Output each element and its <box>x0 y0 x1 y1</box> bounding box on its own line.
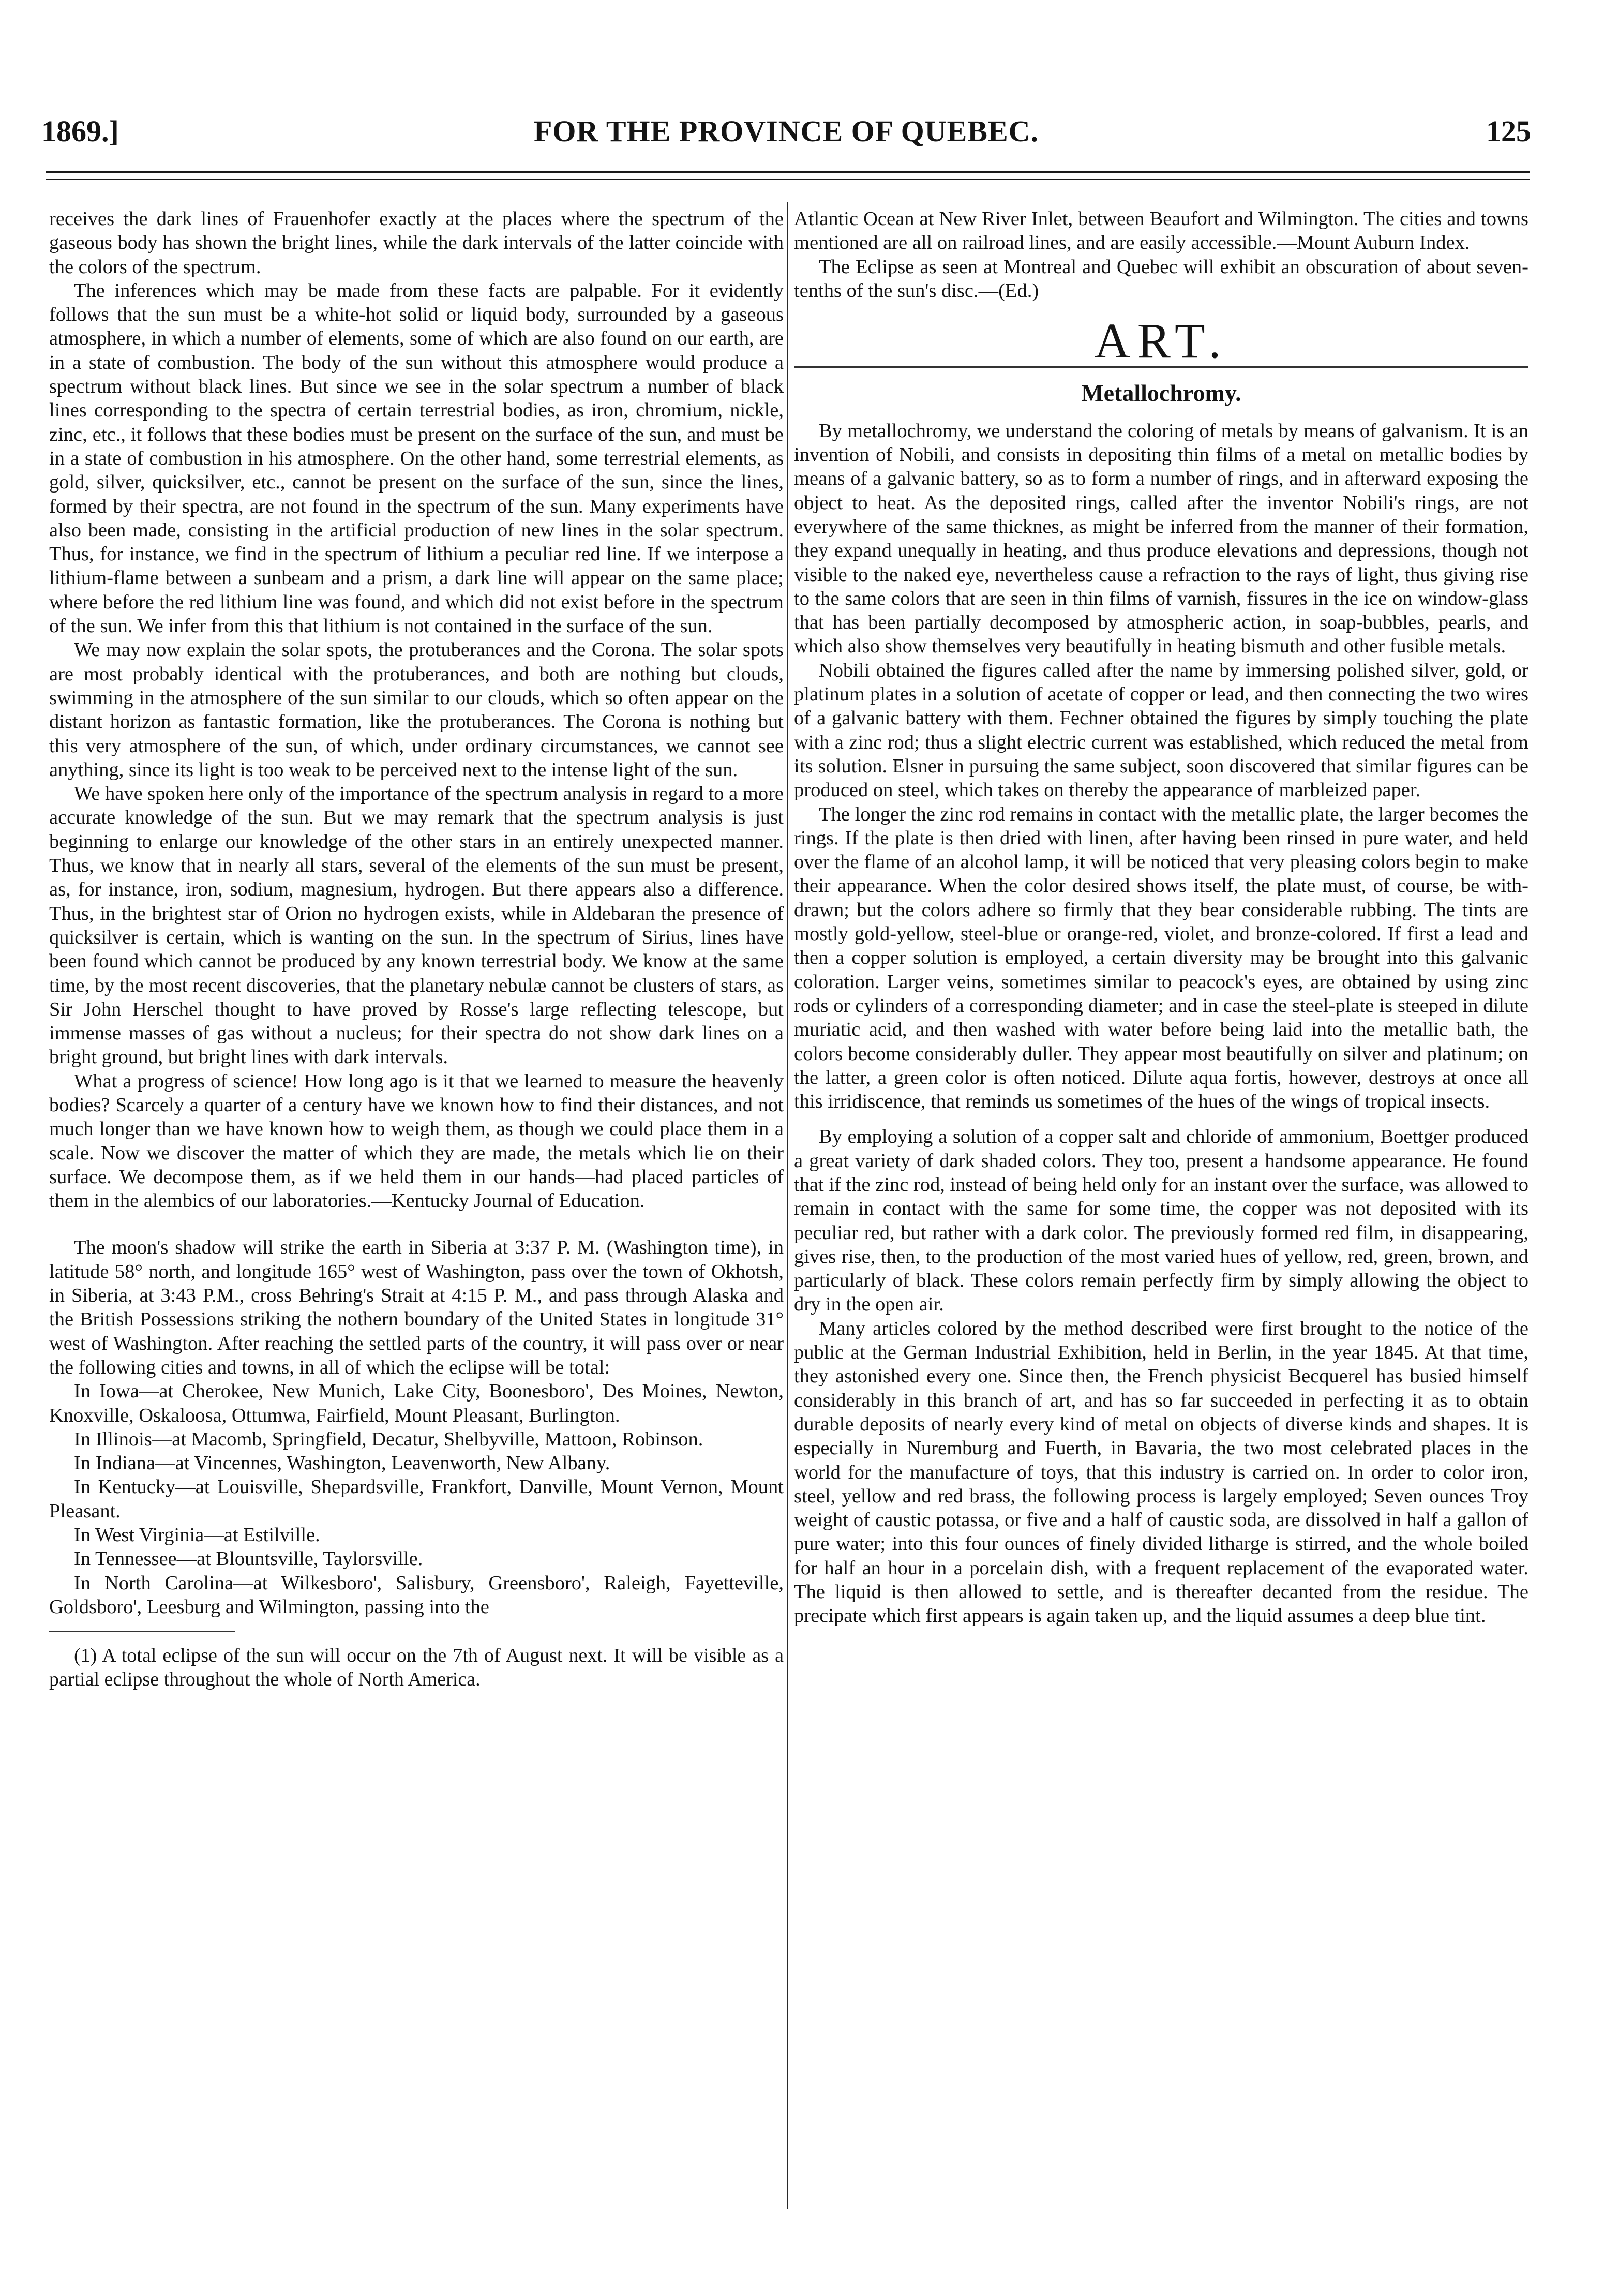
column-divider <box>787 202 788 2209</box>
footnote: (1) A total eclipse of the sun will occur on the 7th of August next. It will be visible as a partial eclipse throughout the whole of North America. <box>49 1645 784 1691</box>
right-column <box>794 207 1528 1628</box>
eclipse-list-item: In Indiana—at Vincennes, Washington, Leavenworth, New Albany. <box>74 1452 610 1474</box>
section-title: ART. <box>1094 313 1228 369</box>
paragraph: By metallochromy, we understand the coloring of metals by means of galvanism. It is an invention of Nobili, and consists in depositing thin films of a metal on metallic bodies by means of a galvanic battery, so as to form a number of rings, and in afterward exposing the object to heat. As the deposited rings, called after the inventor Nobili's rings, are not everywhere of the same thicknes, as might be inferred from the manner of their formation, they expand unequally in heating, and thus produce elevations and depressions, though not visible to the naked eye, nevertheless cause a refraction to the rays of light, thus giving rise to the same colors that are seen in thin films of varnish, fissures in the ice on window-glass that has been partially decomposed by atmospheric action, in soap-bubbles, pearls, and which also show themselves very beautifully in heating bismuth and other fusible metals. <box>794 420 1528 658</box>
eclipse-list-item: In Iowa—at Cherokee, New Munich, Lake City, Boonesboro', Des Moines, Newton, Knoxville, Oskaloosa, Ottumwa, Fairfield, Mount Pleasant, Burlington. <box>49 1380 784 1426</box>
left-column <box>49 207 784 1691</box>
paragraph: The inferences which may be made from these facts are palpable. For it evidently follows that the sun must be a white-hot solid or liquid body, surrounded by a gaseous atmosphere, in which a number of elements, some of which are also found on our earth, are in a state of combustion. The body of the sun without this atmosphere would produce a spectrum without black lines. But since we see in the solar spectrum a number of black lines corresponding to the spectra of certain terrestrial bodies, as iron, chromium, nickle, zinc, etc., it follows that these bodies must be present on the surface of the sun, and must be in a state of combustion in his atmosphere. On the other hand, some terrestrial elements, as gold, silver, quicksilver, etc., cannot be present on the surface of the sun, since the lines, formed by their spectra, are not found in the spectrum of the sun. Many experiments have also been made, consisting in the artificial production of new lines in the solar spectrum. Thus, for instance, we find in the spectrum of lithium a peculiar red line. If we interpose a lithium-flame between a sunbeam and a prism, a dark line will appear on the same place; where before the red lithium line was found, and which did not exist before in the spectrum of the sun. We infer from this that lithium is not contained in the surface of the sun. <box>49 279 784 637</box>
eclipse-list-item: In Kentucky—at Louisville, Shepardsville, Frankfort, Danville, Mount Vernon, Mount Pleasant. <box>49 1476 784 1522</box>
header-year: 1869.] <box>41 114 119 148</box>
footnote-rule <box>49 1631 235 1632</box>
paragraph: Many articles colored by the method described were first brought to the notice of the public at the German Industrial Exhibition, held in Berlin, in the year 1845. At that time, they astonished every one. Since then, the French physicist Becquerel has busied himself considerably in this branch of art, and has so far succeeded in perfecting it as to obtain durable deposits of nearly every kind of metal on objects of diverse kinds and shapes. It is especially in Nuremburg and Fuerth, in Bavaria, the two most celebrated places in the world for the manufacture of toys, that this industry is carried on. In order to color iron, steel, yellow and red brass, the following process is largely employed; Seven ounces Troy weight of caustic potassa, or five and a half of caustic soda, are dissolved in half a gallon of pure water; into this four ounces of finely divided litharge is stirred, and the whole boiled for half an hour in a porcelain dish, with a frequent replacement of the evaporated water. The liquid is then allowed to settle, and is thereafter decanted from the residue. The precipate which first appears is again taken up, and the liquid assumes a deep blue tint. <box>794 1317 1528 1627</box>
spacer <box>49 1213 784 1235</box>
paragraph: receives the dark lines of Frauenhofer exactly at the places where the spectrum of the gaseous body has shown the bright lines, while the dark intervals of the latter coincide with the colors of the spectrum. <box>49 208 784 278</box>
eclipse-list-item: In North Carolina—at Wilkesboro', Salisbury, Greensboro', Raleigh, Fayetteville, Goldsboro', Leesburg and Wilmington, passing into the <box>49 1572 784 1618</box>
eclipse-list-item: In West Virginia—at Estilville. <box>74 1524 320 1546</box>
paragraph: The Eclipse as seen at Montreal and Quebec will exhibit an obscuration of about seven-tenths of the sun's disc.—(Ed.) <box>794 256 1528 302</box>
header-title: FOR THE PROVINCE OF QUEBEC. <box>533 114 1039 148</box>
paragraph: The longer the zinc rod remains in contact with the metallic plate, the larger becomes the rings. If the plate is then dried with linen, after having been rinsed in pure water, and held over the flame of an alcohol lamp, it will be noticed that very pleasing colors begin to make their appearance. When the color desired shows itself, the plate must, of course, be with-drawn; but the colors adhere so firmly that they bear considerable rubbing. The tints are mostly gold-yellow, steel-blue or orange-red, violet, and bronze-colored. If first a lead and then a copper solution is employed, a certain diversity may be brought into this galvanic coloration. Larger veins, sometimes similar to peacock's eyes, are obtained by using zinc rods or cylinders of a corresponding diameter; and in case the steel-plate is steeped in dilute muriatic acid, and then washed with water before being laid into the metallic bath, the colors become considerably duller. They appear most beautifully on silver and platinum; on the latter, a green color is often noticed. Dilute aqua fortis, however, destroys at once all this irridiscence, that reminds us sometimes of the hues of the wings of tropical insects. <box>794 803 1528 1113</box>
eclipse-list-item: In Tennessee—at Blountsville, Taylorsville. <box>74 1548 423 1570</box>
header-rule-thin <box>46 179 1530 180</box>
spacer <box>794 1113 1528 1125</box>
eclipse-list-item: In Illinois—at Macomb, Springfield, Decatur, Shelbyville, Mattoon, Robinson. <box>74 1428 703 1450</box>
page-header <box>41 114 1531 155</box>
paragraph: Nobili obtained the figures called after the name by immersing polished silver, gold, or platinum plates in a solution of acetate of copper or lead, and then connecting the two wires of a galvanic battery with them. Fechner obtained the figures by simply touching the plate with a zinc rod; thus a slight electric current was established, which reduced the metal from its solution. Elsner in pursuing the same subject, soon discovered that similar figures can be produced on steel, which takes on thereby the appearance of marbleized paper. <box>794 659 1528 801</box>
paragraph: We have spoken here only of the importance of the spectrum analysis in regard to a more accurate knowledge of the sun. But we may remark that the spectrum analysis is just beginning to enlarge our knowledge of the other stars in an entirely unexpected manner. Thus, we know that in nearly all stars, several of the elements of the sun must be present, as, for instance, iron, sodium, magnesium, hydrogen. But there appears also a difference. Thus, in the brightest star of Orion no hydrogen exists, while in Aldebaran the presence of quicksilver is certain, which is wanting on the sun. In the spectrum of Sirius, lines have been found which cannot be produced by any known terrestrial body. We know at the same time, by the most recent discoveries, that the planetary nebulæ cannot be clusters of stars, as Sir John Herschel thought to have proved by Rosse's large reflecting telescope, but immense masses of gas without a nucleus; for their spectra do not show dark lines on a bright ground, but bright lines with dark intervals. <box>49 783 784 1068</box>
page-number: 125 <box>1486 114 1531 148</box>
article-title: Metallochromy. <box>1081 380 1241 407</box>
paragraph: By employing a solution of a copper salt and chloride of ammonium, Boettger produced a great variety of dark shaded colors. They too, present a handsome appearance. He found that if the zinc rod, instead of being held only for an instant over the surface, was allowed to remain in contact with the same for some time, the copper was not deposited with its peculiar red, but rather with a dark color. The previously formed red film, in disappearing, gives rise, then, to the production of the most varied hues of yellow, red, green, brown, and particularly of black. These colors remain perfectly firm by simply allowing the object to dry in the open air. <box>794 1126 1528 1316</box>
paragraph: The moon's shadow will strike the earth in Siberia at 3:37 P. M. (Washington time), in latitude 58° north, and longitude 165° west of Washington, pass over the town of Okhotsh, in Siberia, at 3:43 P.M., cross Behring's Strait at 4:15 P. M., and pass through Alaska and the British Possessions striking the nothern boundary of the United States in longitude 31° west of Washington. After reaching the settled parts of the country, it will pass over or near the following cities and towns, in all of which the eclipse will be total: <box>49 1236 784 1378</box>
paragraph: What a progress of science! How long ago is it that we learned to measure the heavenly bodies? Scarcely a quarter of a century have we known how to find their distances, and not much longer than we have known how to weigh them, as though we could place them in a scale. Now we discover the matter of which they are made, the metals which lie on their surface. We decompose them, as if we held them in our hands—had placed particles of them in the alembics of our laboratories.—Kentucky Journal of Education. <box>49 1070 784 1212</box>
header-rule <box>46 171 1530 173</box>
paragraph: We may now explain the solar spots, the protuberances and the Corona. The solar spots are most probably identical with the protuberances, and both are nothing but clouds, swimming in the atmosphere of the sun similar to our clouds, which so often appear on the distant horizon as fantastic formation, like the protuberances. The Corona is nothing but this very atmosphere of the sun, of which, under ordinary circumstances, we cannot see anything, since its light is too weak to be perceived next to the intense light of the sun. <box>49 639 784 781</box>
paragraph: Atlantic Ocean at New River Inlet, between Beaufort and Wilmington. The cities and towns mentioned are all on railroad lines, and are easily accessible.—Mount Auburn Index. <box>794 208 1528 254</box>
section-rule <box>794 310 1528 311</box>
